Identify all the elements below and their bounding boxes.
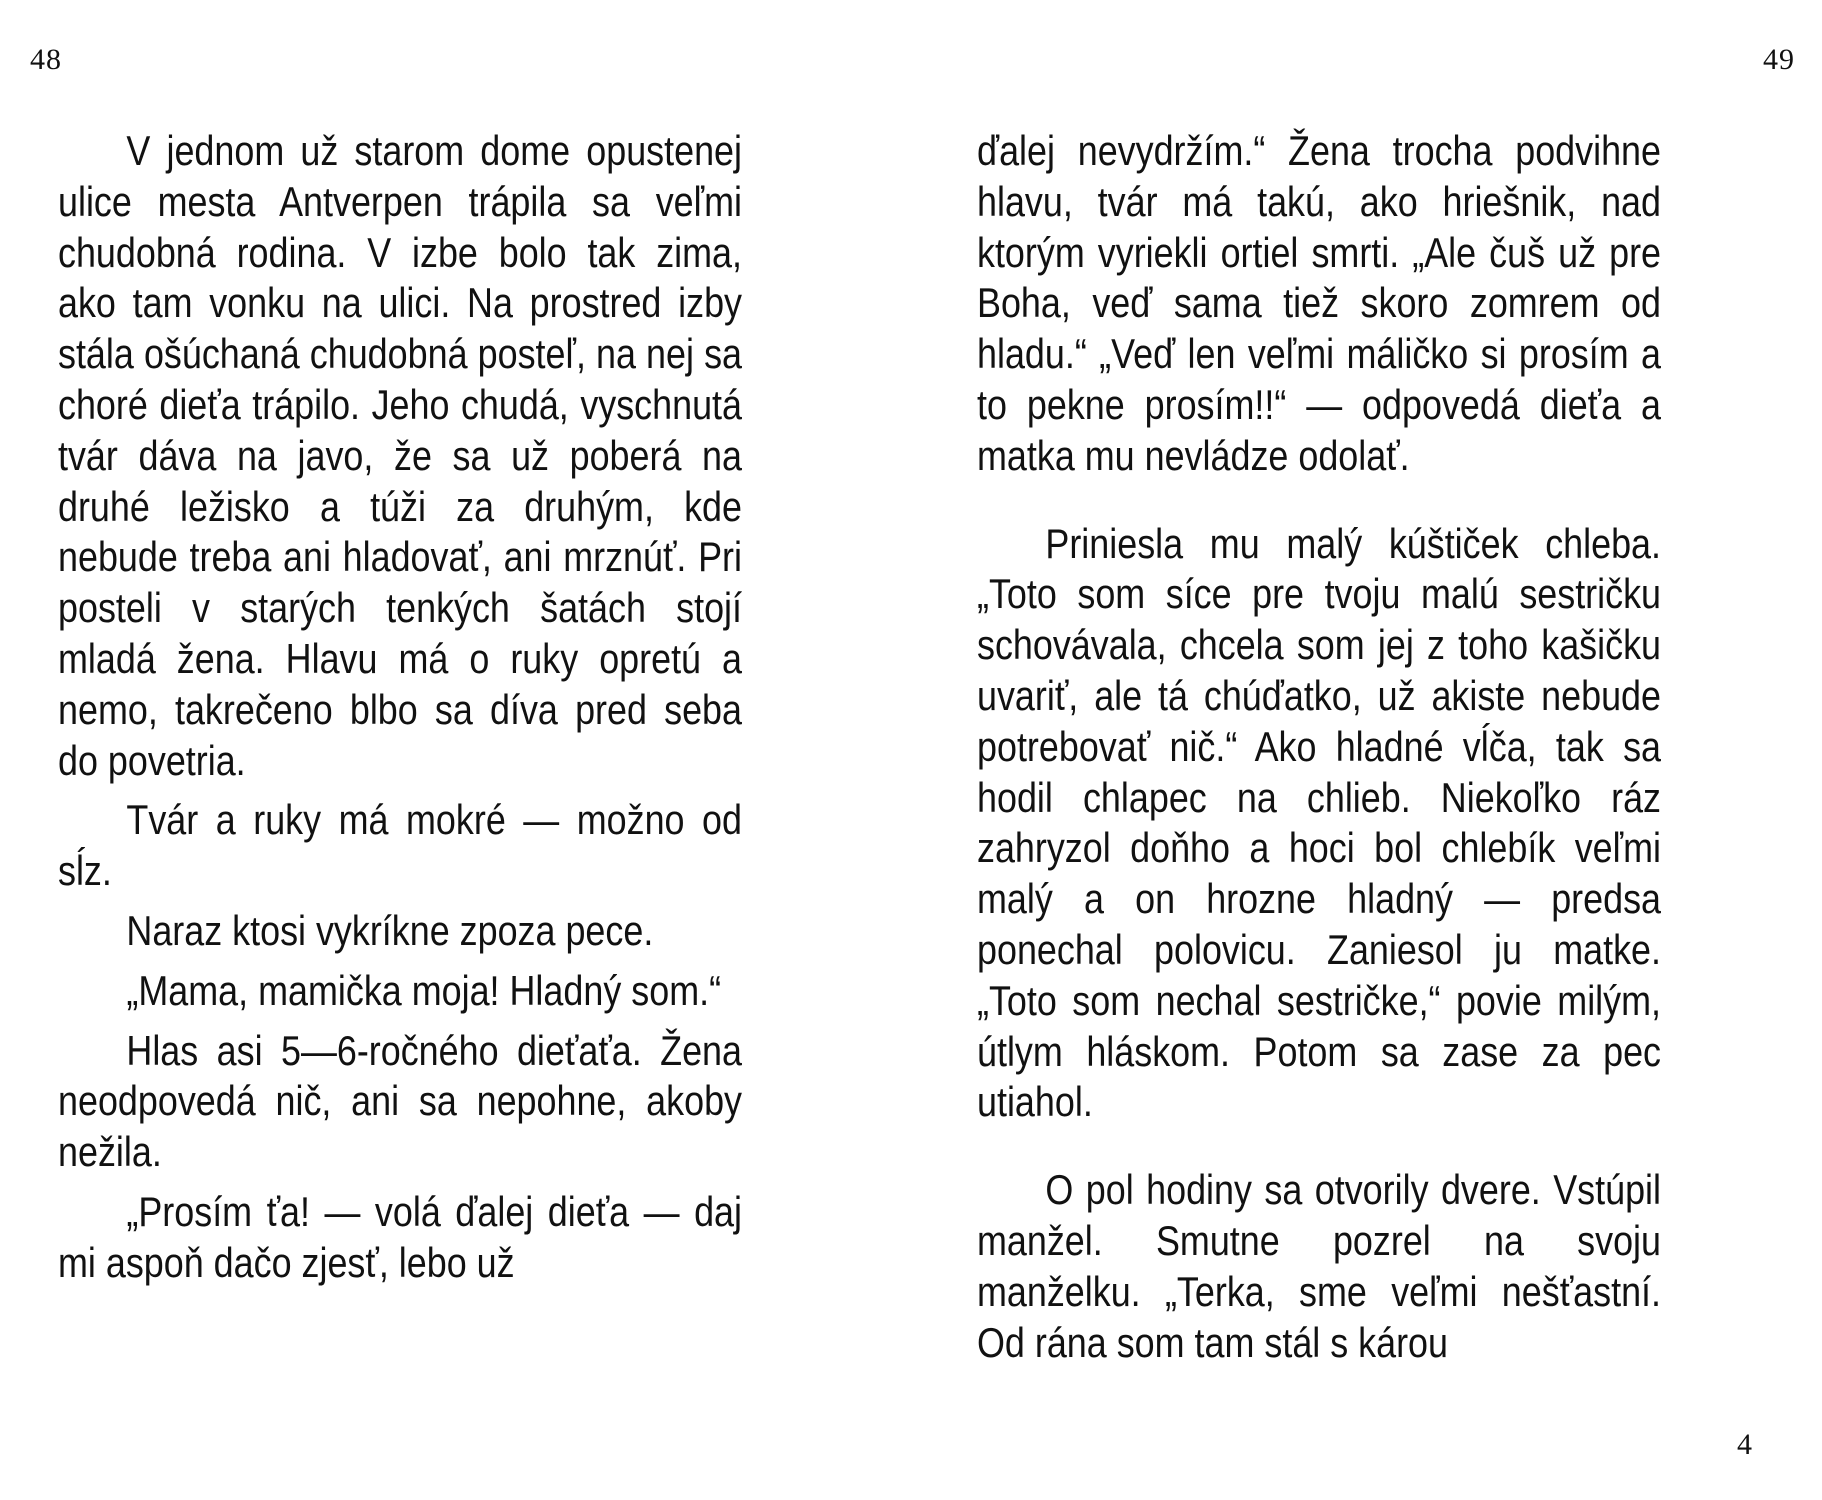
paragraph: „Mama, mamička moja! Hladný som.“: [126, 966, 722, 1014]
signature-mark: 4: [1737, 1428, 1752, 1461]
paragraph: Naraz ktosi vykríkne zpoza pece.: [126, 906, 654, 954]
paragraph: Hlas asi 5—6-ročného dieťaťa. Žena neodpovedá nič, ani sa nepohne, akoby nežila.: [58, 1026, 742, 1176]
paragraph: O pol hodiny sa otvorily dvere. Vstúpil manžel. Smutne pozrel na svoju manželku. „Terka, sme veľmi nešťastní. Od rána som tam stál s károu: [977, 1166, 1661, 1366]
right-page-text: [977, 126, 1661, 1368]
paragraph: V jednom už starom dome opustenej ulice mesta Antverpen trápila sa veľmi chudobná rodina. V izbe bolo tak zima, ako tam vonku na ulici. Na prostred izby stála ošúchaná chudobná posteľ, na nej sa choré dieťa trápilo. Jeho chudá, vyschnutá tvár dáva na javo, že sa už poberá na druhé ležisko a túži za druhým, kde nebude treba ani hladovať, ani mrznúť. Pri posteli v starých tenkých šatách stojí mladá žena. Hlavu má o ruky opretú a nemo, takrečeno blbo sa díva pred seba do povetria.: [58, 127, 742, 784]
right-page: [911, 0, 1822, 1500]
paragraph: „Prosím ťa! — volá ďalej dieťa — daj mi aspoň dačo zjesť, lebo už: [58, 1187, 742, 1286]
paragraph: ďalej nevydržím.“ Žena trocha podvihne hlavu, tvár má takú, ako hriešnik, nad ktorým vyriekli ortiel smrti. „Ale čuš už pre Boha, veď sama tiež skoro zomrem od hladu.“ „Veď len veľmi máličko si prosím a to pekne prosím!!“ — odpovedá dieťa a matka mu nevládze odolať.: [977, 127, 1661, 479]
paragraph: Priniesla mu malý kúštiček chleba. „Toto som síce pre tvoju malú sestričku schovávala, chcela som jej z toho kašičku uvariť, ale tá chúďatko, už akiste nebude potrebovať nič.“ Ako hladné vĺča, tak sa hodil chlapec na chlieb. Niekoľko ráz zahryzol doňho a hoci bol chlebík veľmi malý a on hrozne hladný — predsa ponechal polovicu. Zaniesol ju matke. „Toto som nechal sestričke,“ povie milým, útlym hláskom. Potom sa zase za pec utiahol.: [977, 519, 1661, 1126]
left-page-number: 48: [30, 43, 62, 76]
right-page-number: 49: [1763, 43, 1795, 76]
left-page-text: [58, 126, 742, 1289]
paragraph: Tvár a ruky má mokré — možno od sĺz.: [58, 796, 742, 895]
